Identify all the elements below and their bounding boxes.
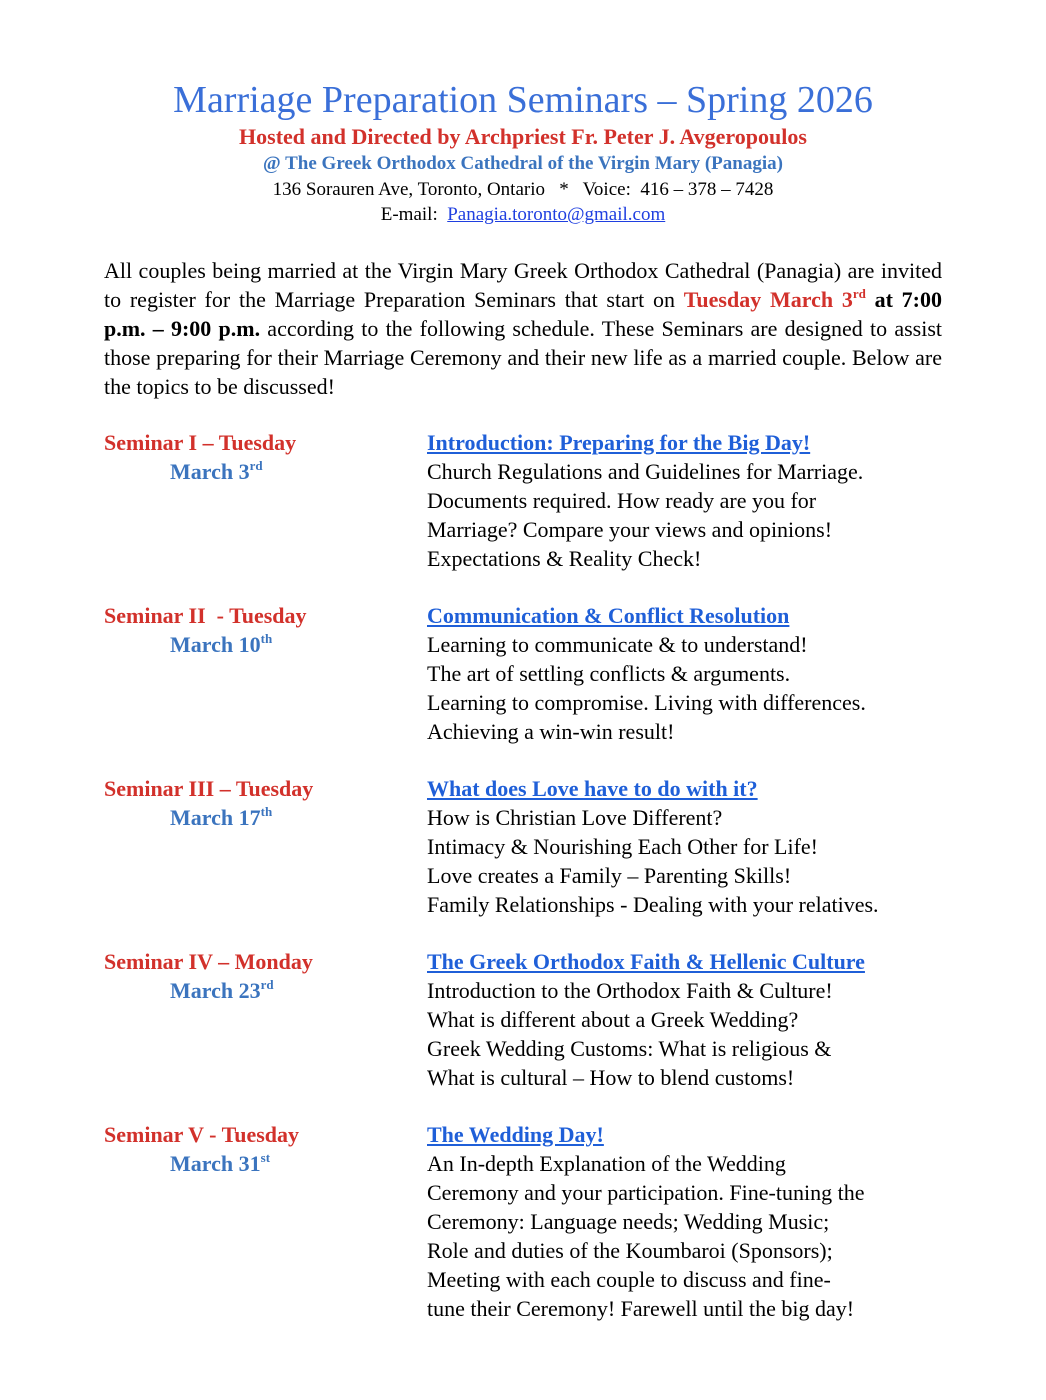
seminar-name: Seminar III – Tuesday bbox=[104, 776, 314, 801]
email-link[interactable]: Panagia.toronto@gmail.com bbox=[447, 204, 666, 225]
seminar-name: Seminar IV – Monday bbox=[104, 949, 313, 974]
seminar-description-line: Role and duties of the Koumbaroi (Sponsors); bbox=[427, 1238, 833, 1263]
intro-text-1: All couples being married at the Virgin Mary Greek Orthodox Cathedral (Panagia) are invited to register for the Marriage Preparation Seminars that start on bbox=[104, 258, 942, 312]
page-title: Marriage Preparation Seminars – Spring 2026 bbox=[173, 79, 873, 121]
seminar-description-line: Documents required. How ready are you for bbox=[427, 488, 817, 513]
seminar-date-sup: th bbox=[260, 803, 273, 819]
seminar-description-line: tune their Ceremony! Farewell until the big day! bbox=[427, 1296, 855, 1321]
seminar-description bbox=[427, 630, 866, 746]
seminar-description-line: What is different about a Greek Wedding? bbox=[427, 1007, 799, 1032]
seminar-description-line: Expectations & Reality Check! bbox=[427, 546, 702, 571]
seminar-description bbox=[427, 1149, 864, 1323]
seminar-date-text: March 17 bbox=[170, 805, 261, 830]
intro-start-day-text: Tuesday March 3 bbox=[683, 287, 853, 312]
intro-paragraph bbox=[104, 256, 942, 401]
seminar-topic[interactable]: The Wedding Day! bbox=[427, 1122, 604, 1147]
seminar-date bbox=[170, 630, 272, 659]
seminar-date-sup: rd bbox=[260, 976, 274, 992]
seminar-date bbox=[170, 457, 263, 486]
seminar-description-line: Greek Wedding Customs: What is religious & bbox=[427, 1036, 832, 1061]
seminar-description-line: Achieving a win-win result! bbox=[427, 719, 675, 744]
seminar-description-line: Family Relationships - Dealing with your relatives. bbox=[427, 892, 879, 917]
seminar-date bbox=[170, 803, 272, 832]
seminar-name: Seminar I – Tuesday bbox=[104, 430, 297, 455]
seminar-topic[interactable]: The Greek Orthodox Faith & Hellenic Culture bbox=[427, 949, 865, 974]
email-label: E-mail: bbox=[380, 204, 438, 225]
seminar-description-line: Introduction to the Orthodox Faith & Culture! bbox=[427, 978, 833, 1003]
email-line bbox=[0, 202, 1046, 227]
seminar-topic[interactable]: Communication & Conflict Resolution bbox=[427, 603, 790, 628]
seminar-date-text: March 3 bbox=[170, 459, 250, 484]
seminar-date-text: March 23 bbox=[170, 978, 261, 1003]
seminar-description bbox=[427, 457, 863, 573]
seminar-description-line: How is Christian Love Different? bbox=[427, 805, 723, 830]
host-line: Hosted and Directed by Archpriest Fr. Peter J. Avgeropoulos bbox=[239, 124, 807, 149]
seminar-description-line: What is cultural – How to blend customs! bbox=[427, 1065, 795, 1090]
seminar-topic[interactable]: What does Love have to do with it? bbox=[427, 776, 758, 801]
seminar-name: Seminar II - Tuesday bbox=[104, 603, 307, 628]
seminar-description-line: Marriage? Compare your views and opinions! bbox=[427, 517, 833, 542]
seminar-description-line: Love creates a Family – Parenting Skills! bbox=[427, 863, 792, 888]
intro-text-2: according to the following schedule. These Seminars are designed to assist those preparing for their Marriage Ceremony and their new life as a married couple. Below are the topics to be discussed! bbox=[104, 316, 943, 399]
seminar-topic[interactable]: Introduction: Preparing for the Big Day! bbox=[427, 430, 811, 455]
seminar-description bbox=[427, 803, 879, 919]
intro-start-day bbox=[684, 287, 866, 312]
seminar-date bbox=[170, 976, 274, 1005]
seminar-description-line: An In-depth Explanation of the Wedding bbox=[427, 1151, 786, 1176]
intro-start-day-sup: rd bbox=[852, 285, 866, 301]
seminar-description-line: Learning to communicate & to understand! bbox=[427, 632, 808, 657]
address-line: 136 Sorauren Ave, Toronto, Ontario * Voice: 416 – 378 – 7428 bbox=[272, 179, 774, 200]
seminar-description-line: The art of settling conflicts & arguments. bbox=[427, 661, 791, 686]
seminar-date-text: March 31 bbox=[170, 1151, 261, 1176]
seminar-name: Seminar V - Tuesday bbox=[104, 1122, 300, 1147]
seminar-date-text: March 10 bbox=[170, 632, 261, 657]
seminar-description-line: Ceremony and your participation. Fine-tuning the bbox=[427, 1180, 865, 1205]
seminar-description-line: Ceremony: Language needs; Wedding Music; bbox=[427, 1209, 830, 1234]
seminar-date-sup: rd bbox=[249, 457, 263, 473]
seminar-date-sup: th bbox=[260, 630, 273, 646]
seminar-description-line: Meeting with each couple to discuss and fine- bbox=[427, 1267, 831, 1292]
seminar-description-line: Church Regulations and Guidelines for Marriage. bbox=[427, 459, 864, 484]
intro-time: at 7:00 p.m. – 9:00 p.m. bbox=[104, 287, 942, 341]
seminar-description-line: Intimacy & Nourishing Each Other for Life! bbox=[427, 834, 818, 859]
seminar-date-sup: st bbox=[260, 1149, 271, 1165]
seminar-date bbox=[170, 1149, 270, 1178]
seminar-description bbox=[427, 976, 833, 1092]
seminar-description-line: Learning to compromise. Living with differences. bbox=[427, 690, 866, 715]
venue-line: @ The Greek Orthodox Cathedral of the Virgin Mary (Panagia) bbox=[263, 153, 783, 174]
